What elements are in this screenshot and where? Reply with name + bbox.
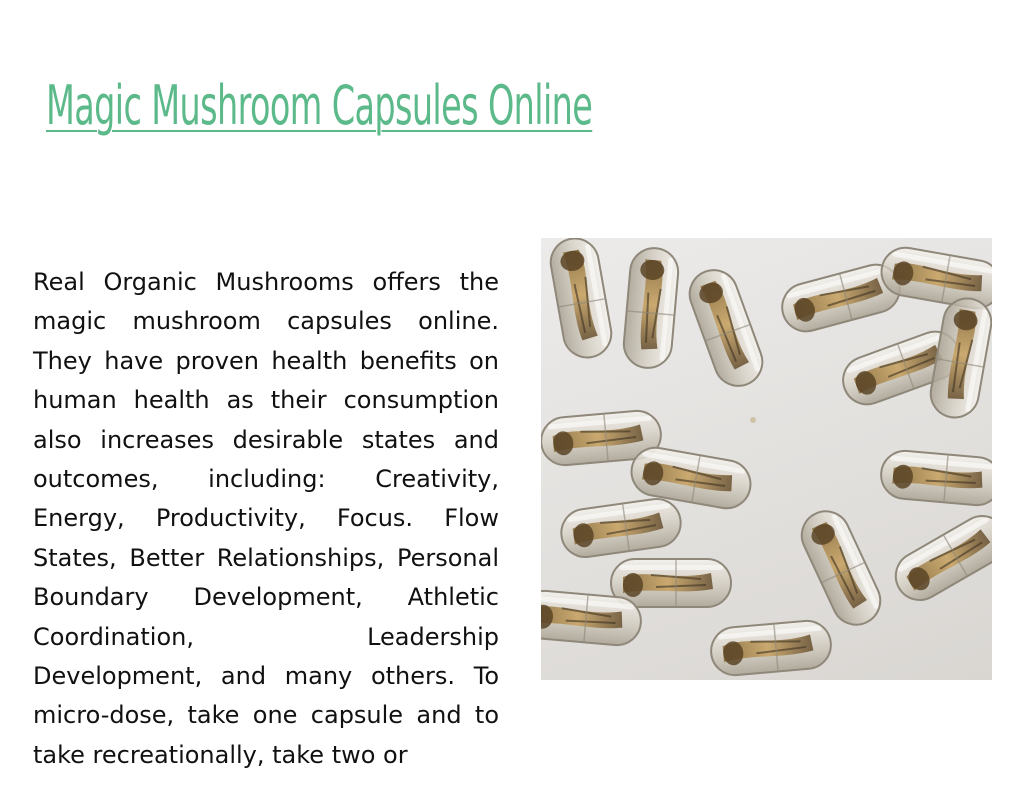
article-title-link[interactable]: Magic Mushroom Capsules Online xyxy=(46,74,593,137)
capsule-group xyxy=(541,238,992,677)
mushroom-capsules-image xyxy=(541,238,992,680)
capsules-illustration xyxy=(541,238,992,680)
article-body-text: Real Organic Mushrooms offers the magic mushroom capsules online. They have proven health benefits on human health as their consumption also increases desirable states and outcomes, including: Creativity, Energy, Productivity, Focus. Flow States, Better Relationships, Personal Boundary Development, Athletic Coordination, Leadership Development, and many others. To micro-dose, take one capsule and to take recreationally, take two or xyxy=(33,268,499,769)
